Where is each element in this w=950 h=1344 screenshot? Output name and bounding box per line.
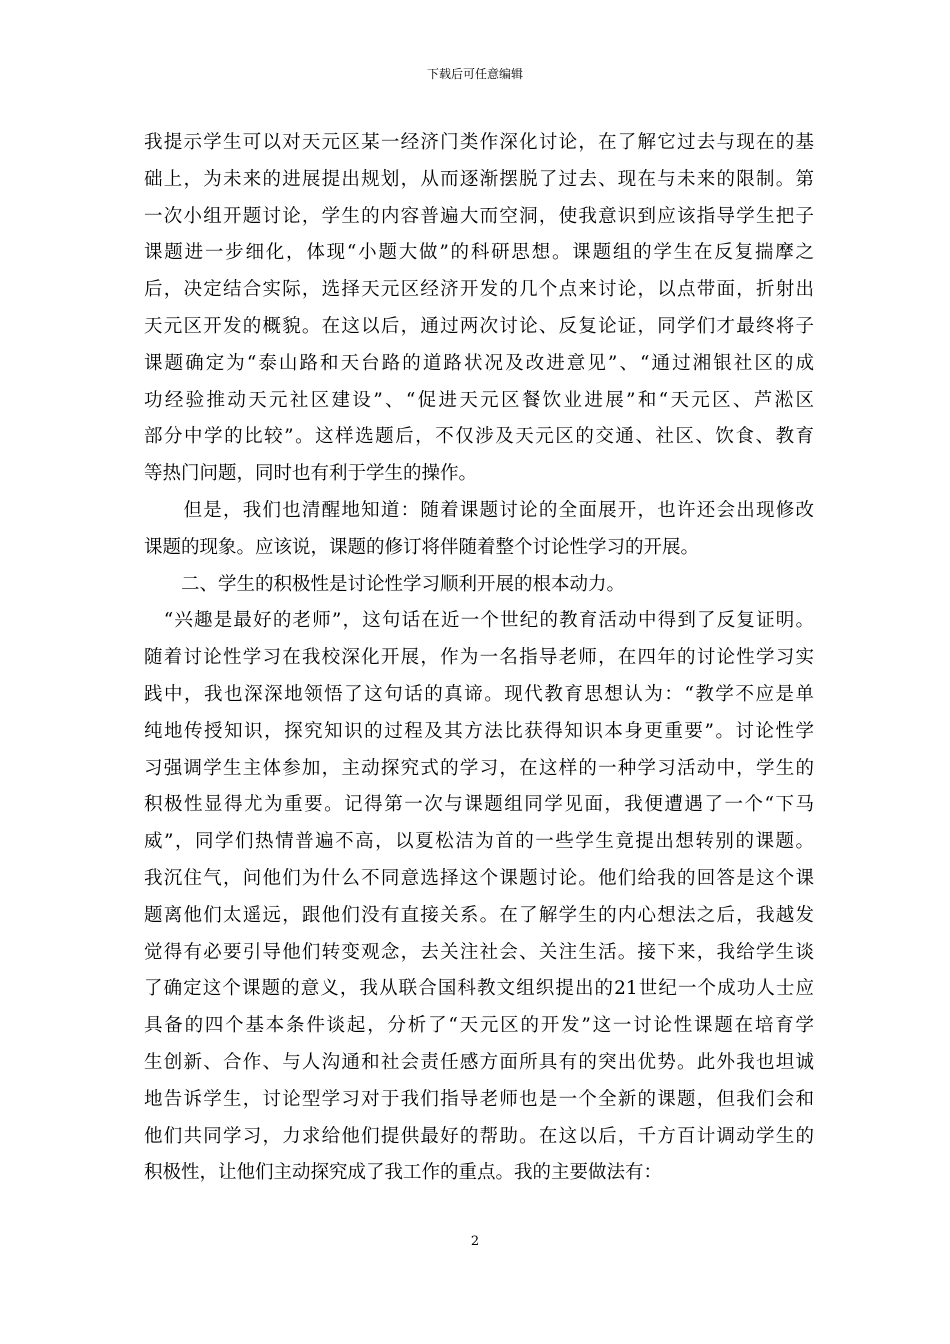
- text-line: 题离他们太遥远，跟他们没有直接关系。在了解学生的内心想法之后，我越发: [144, 904, 814, 926]
- text-line: 觉得有必要引导他们转变观念，去关注社会、关注生活。接下来，我给学生谈: [144, 941, 814, 963]
- text-line: 习强调学生主体参加，主动探究式的学习，在这样的一种学习活动中，学生的: [144, 757, 814, 779]
- text-line: 了确定这个课题的意义，我从联合国科教文组织提出的21世纪一个成功人士应: [144, 978, 814, 1000]
- text-line: 等热门问题，同时也有利于学生的操作。: [144, 463, 478, 485]
- text-line: 生创新、合作、与人沟通和社会责任感方面所具有的突出优势。此外我也坦诚: [144, 1051, 814, 1073]
- text-line: 具备的四个基本条件谈起，分析了“天元区的开发”这一讨论性课题在培育学: [144, 1015, 814, 1037]
- text-line: “兴趣是最好的老师”，这句话在近一个世纪的教育活动中得到了反复证明。: [144, 610, 814, 632]
- text-line: 他们共同学习，力求给他们提供最好的帮助。在这以后，千方百计调动学生的: [144, 1125, 814, 1147]
- text-line: 践中，我也深深地领悟了这句话的真谛。现代教育思想认为：“教学不应是单: [144, 683, 814, 705]
- text-line: 纯地传授知识，探究知识的过程及其方法比获得知识本身更重要”。讨论性学: [144, 720, 814, 742]
- text-line: 积极性显得尤为重要。记得第一次与课题组同学见面，我便遭遇了一个“下马: [144, 794, 814, 816]
- page-number: 2: [470, 1234, 480, 1249]
- text-line: 积极性，让他们主动探究成了我工作的重点。我的主要做法有：: [144, 1162, 663, 1184]
- text-line: 我提示学生可以对天元区某一经济门类作深化讨论，在了解它过去与现在的基: [144, 132, 814, 153]
- text-line: 课题的现象。应该说，课题的修订将伴随着整个讨论性学习的开展。: [144, 536, 700, 558]
- text-line: 威”，同学们热情普遍不高，以夏松洁为首的一些学生竟提出想转别的课题。: [144, 831, 814, 853]
- text-line: 地告诉学生，讨论型学习对于我们指导老师也是一个全新的课题，但我们会和: [144, 1088, 814, 1110]
- text-line: 课题确定为“泰山路和天台路的道路状况及改进意见”、“通过湘银社区的成: [144, 352, 814, 374]
- text-line: 础上，为未来的进展提出规划，从而逐渐摆脱了过去、现在与未来的限制。第: [144, 168, 814, 190]
- text-line: 后，决定结合实际，选择天元区经济开发的几个点来讨论，以点带面，折射出: [144, 279, 814, 301]
- text-line: 一次小组开题讨论，学生的内容普遍大而空洞，使我意识到应该指导学生把子: [144, 205, 814, 227]
- text-line: 功经验推动天元社区建设”、“促进天元区餐饮业进展”和“天元区、芦淞区: [144, 389, 814, 411]
- text-line: 部分中学的比较”。这样选题后，不仅涉及天元区的交通、社区、饮食、教育: [144, 426, 814, 448]
- page-header: 下载后可任意编辑: [426, 67, 523, 81]
- text-line: 随着讨论性学习在我校深化开展，作为一名指导老师，在四年的讨论性学习实: [144, 647, 814, 669]
- text-line: 天元区开发的概貌。在这以后，通过两次讨论、反复论证，同学们才最终将子: [144, 315, 814, 337]
- section-heading: 二、学生的积极性是讨论性学习顺利开展的根本动力。: [144, 573, 626, 595]
- document-body: [144, 125, 814, 1192]
- text-line: 但是，我们也清醒地知道：随着课题讨论的全面展开，也许还会出现修改: [144, 499, 814, 521]
- text-line: 我沉住气，问他们为什么不同意选择这个课题讨论。他们给我的回答是这个课: [144, 867, 814, 889]
- text-line: 课题进一步细化，体现“小题大做”的科研思想。课题组的学生在反复揣摩之: [144, 242, 814, 264]
